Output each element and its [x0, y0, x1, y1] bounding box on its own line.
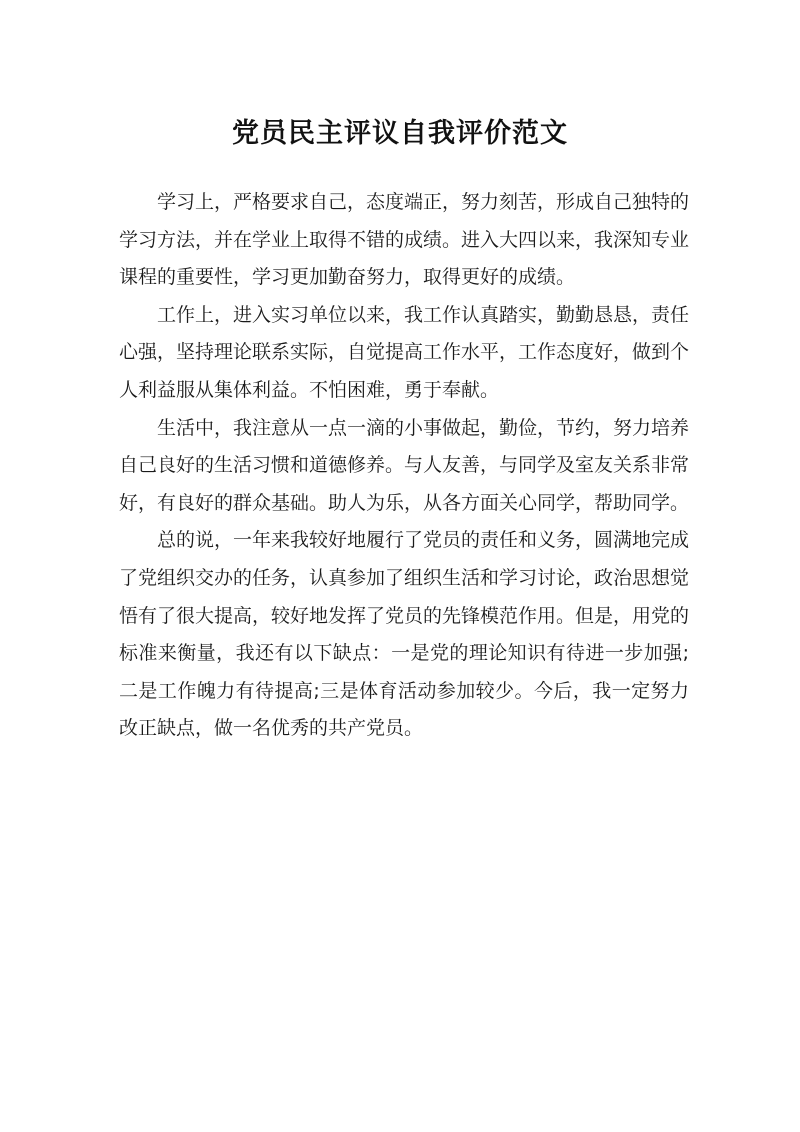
paragraph-study: 学习上，严格要求自己，态度端正，努力刻苦，形成自己独特的学习方法，并在学业上取得不错的成绩。进入大四以来，我深知专业课程的重要性，学习更加勤奋努力，取得更好的成绩。	[119, 191, 690, 289]
paragraph-summary: 总的说，一年来我较好地履行了党员的责任和义务，圆满地完成了党组织交办的任务，认真参加了组织生活和学习讨论，政治思想觉悟有了很大提高，较好地发挥了党员的先锋模范作用。但是，用党的标准来衡量，我还有以下缺点：一是党的理论知识有待进一步加强;二是工作魄力有待提高;三是体育活动参加较少。今后，我一定努力改正缺点，做一名优秀的共产党员。	[119, 529, 690, 740]
document-body	[119, 184, 689, 748]
paragraph-work: 工作上，进入实习单位以来，我工作认真踏实，勤勤恳恳，责任心强，坚持理论联系实际，自觉提高工作水平，工作态度好，做到个人利益服从集体利益。不怕困难，勇于奉献。	[119, 303, 690, 401]
paragraph-life: 生活中，我注意从一点一滴的小事做起，勤俭，节约，努力培养自己良好的生活习惯和道德修养。与人友善，与同学及室友关系非常好，有良好的群众基础。助人为乐，从各方面关心同学，帮助同学。	[119, 416, 690, 514]
document-title: 党员民主评议自我评价范文	[232, 118, 568, 150]
